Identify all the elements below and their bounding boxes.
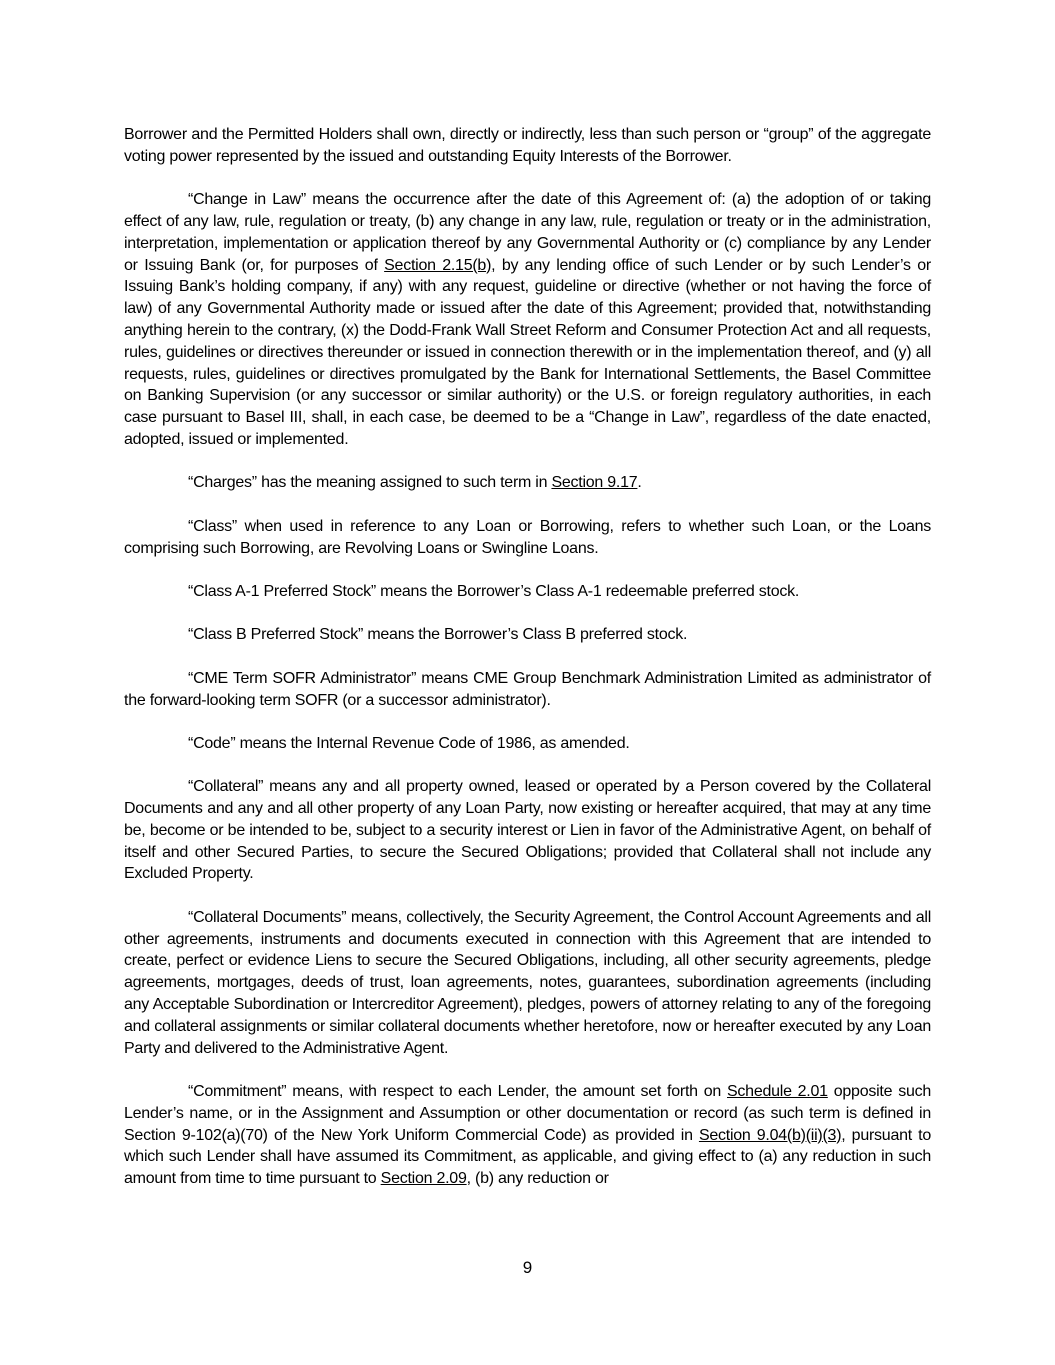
definition-code: “Code” means the Internal Revenue Code of 1986, as amended. (188, 734, 630, 752)
schedule-reference-link[interactable]: Schedule 2.01 (727, 1083, 828, 1101)
definition-class-a1-preferred-stock: “Class A-1 Preferred Stock” means the Borrower’s Class A-1 redeemable preferred stock. (188, 582, 800, 600)
text-run: , pursuant to which such Lender shall have assumed its Commitment, as applicable, and giving effect to (a) any reduction in such amount from time to time pursuant to (124, 1126, 932, 1188)
text-run: “Charges” has the meaning assigned to such term in (188, 474, 552, 492)
page-number: 9 (522, 1258, 533, 1277)
definition-class-b-preferred-stock: “Class B Preferred Stock” means the Borrower’s Class B preferred stock. (188, 626, 688, 644)
definition-commitment (124, 1081, 931, 1190)
document-page (124, 124, 931, 1212)
text-run: . (637, 474, 642, 492)
section-reference-link[interactable]: Section 9.04(b)(ii)(3) (698, 1126, 842, 1144)
paragraph-borrower-continuation: Borrower and the Permitted Holders shall own, directly or indirectly, less than such person or “group” of the aggregate voting power represented by the issued and outstanding Equity Interests of the Borrower. (124, 126, 931, 165)
text-run: , (b) any reduction or (466, 1170, 609, 1188)
definition-collateral-documents: “Collateral Documents” means, collectively, the Security Agreement, the Control Account Agreements and all other agreements, instruments and documents executed in connection with this Agreement that are intended to create, perfect or evidence Liens to secure the Secured Obligations, including, all other security agreements, pledge agreements, mortgages, deeds of trust, loan agreements, notes, guarantees, subordination agreements (including any Acceptable Subordination or Intercreditor Agreement), pledges, powers of attorney relating to any of the foregoing and collateral assignments or similar collateral documents whether heretofore, now or hereafter executed by any Loan Party and delivered to the Administrative Agent. (124, 908, 931, 1057)
text-run: “Commitment” means, with respect to each Lender, the amount set forth on (188, 1083, 727, 1101)
definition-class: “Class” when used in reference to any Loan or Borrowing, refers to whether such Loan, or the Loans comprising such Borrowing, are Revolving Loans or Swingline Loans. (124, 517, 931, 557)
definition-change-in-law (124, 189, 931, 451)
text-run: , by any lending office of such Lender or by such Lender’s or Issuing Bank’s holding company, if any) with any request, guideline or directive (whether or not having the force of law) of any Governmental Authority made or issued after the date of this Agreement; provided that, notwithstanding anything herein to the contrary, (x) the Dodd-Frank Wall Street Reform and Consumer Protection Act and all requests, rules, guidelines or directives thereunder or issued in connection therewith or in the implementation thereof, and (y) all requests, rules, guidelines or directives promulgated by the Bank for International Settlements, the Basel Committee on Banking Supervision (or any successor or similar authority) or the U.S. or foreign regulatory authorities, in each case pursuant to Basel III, shall, in each case, be deemed to be a “Change in Law”, regardless of the date enacted, adopted, issued or implemented. (124, 256, 931, 448)
text-run: opposite such Lender’s name, or in the Assignment and Assumption or other documentation or record (as such term is defined in Section 9-102(a)(70) of the New York Uniform Commercial Code) as provided in (124, 1083, 931, 1144)
definition-cme-term-sofr-administrator: “CME Term SOFR Administrator” means CME Group Benchmark Administration Limited as administrator of the forward-looking term SOFR (or a successor administrator). (124, 669, 931, 709)
section-reference-link[interactable]: Section 2.09 (380, 1170, 467, 1188)
section-reference-link[interactable]: Section 2.15(b) (384, 256, 492, 274)
definition-collateral: “Collateral” means any and all property owned, leased or operated by a Person covered by the Collateral Documents and any and all other property of any Loan Party, now existing or hereafter acquired, that may at any time be, become or be intended to be, subject to a security interest or Lien in favor of the Administrative Agent, on behalf of itself and other Secured Parties, to secure the Secured Obligations; provided that Collateral shall not include any Excluded Property. (124, 778, 931, 883)
text-run: “Change in Law” means the occurrence after the date of this Agreement of: (a) the adoption of or taking effect of any law, rule, regulation or treaty, (b) any change in any law, rule, regulation or treaty or in the administration, interpretation, implementation or application thereof by any Governmental Authority or (c) compliance by any Lender or Issuing Bank (or, for purposes of (124, 191, 931, 274)
definition-charges (124, 472, 931, 494)
section-reference-link[interactable]: Section 9.17 (551, 474, 638, 492)
